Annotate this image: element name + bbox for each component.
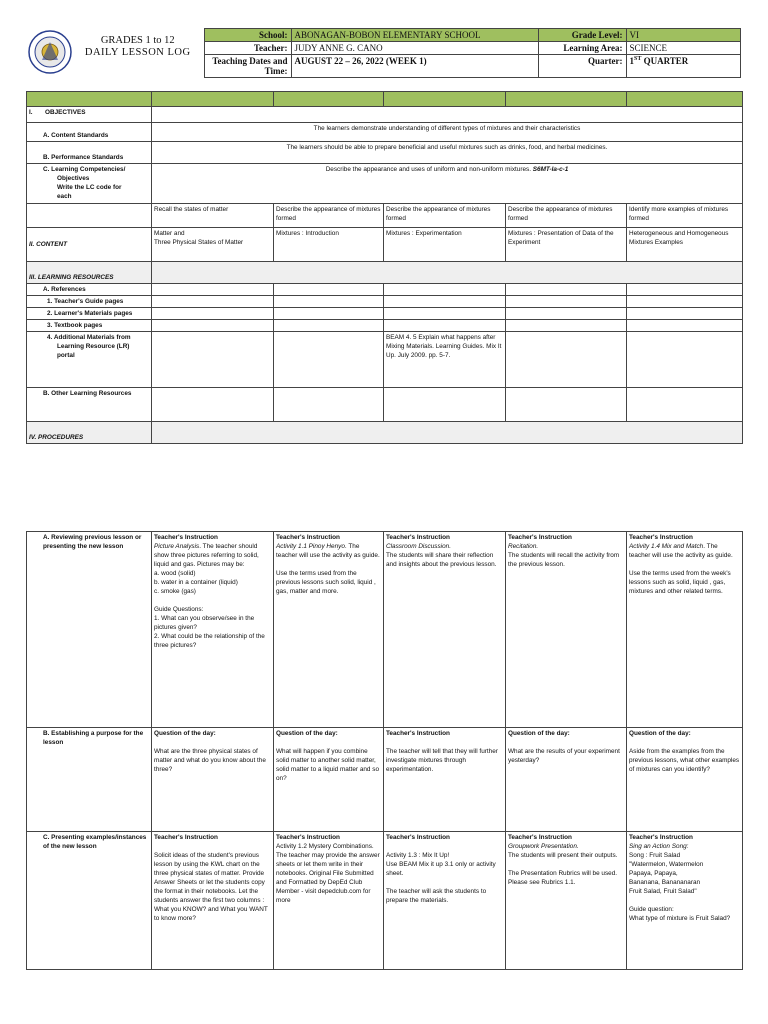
content-day-1: Matter and Three Physical States of Matter (152, 228, 274, 262)
presenting-examples-label: C. Presenting examples/instances of the new lesson (27, 832, 152, 970)
learning-competencies-value: Describe the appearance and uses of uniform and non-uniform mixtures. S6MT-Ia-c-1 (152, 164, 743, 204)
reviewing-day-3: Teacher's Instruction Classroom Discussion. The students will share their reflection and insights about the previous lesson. (384, 532, 506, 728)
teachers-guide-label: 1. Teacher's Guide pages (27, 296, 152, 308)
header-empty-cell (27, 92, 152, 107)
textbook-pages-label: 3. Textbook pages (27, 320, 152, 332)
teacher-value: JUDY ANNE G. CANO (291, 42, 538, 55)
daily-objective-1: Recall the states of matter (152, 204, 274, 228)
objectives-cell (152, 107, 743, 123)
other-resources-label: B. Other Learning Resources (27, 388, 152, 422)
content-label: II. CONTENT (27, 228, 152, 262)
performance-standards-label: B. Performance Standards (27, 142, 152, 164)
reviewing-day-5: Teacher's Instruction Activity 1.4 Mix and Match. The teacher will use the activity as guide. Use the terms used from the week's lessons such as solid, liquid , gas, mixtures and other related terms. (627, 532, 743, 728)
area-label: Learning Area: (538, 42, 626, 55)
title-line-1: GRADES 1 to 12 (100, 34, 175, 46)
daily-objectives-label-cell (27, 204, 152, 228)
purpose-day-5: Question of the day: Aside from the examples from the previous lessons, what other examples of mixtures can you identify? (627, 728, 743, 832)
purpose-day-4: Question of the day: What are the results of your experiment yesterday? (506, 728, 627, 832)
header-empty-cell (384, 92, 506, 107)
daily-objective-4: Describe the appearance of mixtures formed (506, 204, 627, 228)
header-title-cell (22, 29, 204, 78)
school-value: ABONAGAN-BOBON ELEMENTARY SCHOOL (291, 29, 538, 42)
content-day-2: Mixtures : Introduction (274, 228, 384, 262)
grade-value: VI (626, 29, 740, 42)
reviewing-day-2: Teacher's Instruction Activity 1.1 Pinoy Henyo. The teacher will use the activity as guide. Use the terms used from the previous lessons such solid, liquid , gas, matter and more. (274, 532, 384, 728)
daily-objective-2: Describe the appearance of mixtures formed (274, 204, 384, 228)
header-empty-cell (274, 92, 384, 107)
header-empty-cell (152, 92, 274, 107)
grade-label: Grade Level: (538, 29, 626, 42)
teacher-label: Teacher: (204, 42, 291, 55)
objectives-label: I. OBJECTIVES (27, 107, 152, 123)
header-empty-cell (506, 92, 627, 107)
learning-competencies-label: C. Learning Competencies/ Objectives Write the LC code for each (27, 164, 152, 204)
additional-materials-label: 4. Additional Materials from Learning Resource (LR) portal (27, 332, 152, 388)
references-label: A. References (27, 284, 152, 296)
content-standards-value: The learners demonstrate understanding of different types of mixtures and their characteristics (152, 123, 743, 142)
dates-label: Teaching Dates and Time: (204, 55, 291, 78)
reviewing-day-4: Teacher's Instruction Recitation. The students will recall the activity from the previous lesson. (506, 532, 627, 728)
header-table (22, 28, 741, 78)
daily-objective-3: Describe the appearance of mixtures formed (384, 204, 506, 228)
examples-day-3: Teacher's Instruction Activity 1.3 : Mix It Up! Use BEAM Mix it up 3.1 only or activity sheet. The teacher will ask the students to prepare the materials. (384, 832, 506, 970)
learning-resources-cell (152, 262, 743, 284)
lesson-table-procedures (26, 531, 743, 970)
content-day-5: Heterogeneous and Homogeneous Mixtures Examples (627, 228, 743, 262)
purpose-day-1: Question of the day: What are the three physical states of matter and what do you know about the three? (152, 728, 274, 832)
examples-day-5: Teacher's Instruction Sing an Action Song: Song : Fruit Salad "Watermelon, Watermelon Papaya, Papaya, Bananana, Banananaran Fruit Salad, Fruit Salad" Guide question: What type of mixture is Fruit Salad? (627, 832, 743, 970)
establishing-purpose-label: B. Establishing a purpose for the lesson (27, 728, 152, 832)
header-empty-cell (627, 92, 743, 107)
title-line-2: DAILY LESSON LOG (84, 46, 191, 58)
daily-objective-5: Identify more examples of mixtures formed (627, 204, 743, 228)
purpose-day-3: Teacher's Instruction The teacher will tell that they will further investigate mixtures through experimentation. (384, 728, 506, 832)
quarter-value: 1ST QUARTER (626, 55, 740, 78)
examples-day-2: Teacher's Instruction Activity 1.2 Mystery Combinations. The teacher may provide the answer sheets or let them write in their notebooks. Original File Submitted and Formatted by DepEd Club Member - visit depedclub.com for more (274, 832, 384, 970)
purpose-day-2: Question of the day: What will happen if you combine solid matter to another solid matter, solid matter to a liquid matter and so on? (274, 728, 384, 832)
dates-value: AUGUST 22 – 26, 2022 (WEEK 1) (291, 55, 538, 78)
area-value: SCIENCE (626, 42, 740, 55)
examples-day-1: Teacher's Instruction Solicit ideas of the student's previous lesson by using the KWL chart on the three physical states of matter. Provide Answer Sheets or let the students copy the format in their notebooks. Let the students answer the first two columns : What you KNOW? and What you WANT to know more? (152, 832, 274, 970)
procedures-label: IV. PROCEDURES (27, 422, 152, 444)
additional-materials-day-3: BEAM 4. 5 Explain what happens after Mixing Materials. Learning Guides. Mix It Up. July 2009. pp. 5-7. (384, 332, 506, 388)
quarter-label: Quarter: (538, 55, 626, 78)
learning-resources-label: III. LEARNING RESOURCES (27, 262, 152, 284)
content-day-4: Mixtures : Presentation of Data of the Experiment (506, 228, 627, 262)
lesson-table-objectives (26, 91, 743, 444)
procedures-cell (152, 422, 743, 444)
learners-materials-label: 2. Learner's Materials pages (27, 308, 152, 320)
reviewing-day-1: Teacher's Instruction Picture Analysis. The teacher should show three pictures referring to solid, liquid and gas. Pictures may be: a. wood (solid) b. water in a container (liquid) c. smoke (gas) Guide Questions: 1. What can you observe/see in the pictures given? 2. What could be the relationship of the three pictures? (152, 532, 274, 728)
content-day-3: Mixtures : Experimentation (384, 228, 506, 262)
content-standards-label: A. Content Standards (27, 123, 152, 142)
examples-day-4: Teacher's Instruction Groupwork Presentation. The students will present their outputs. The Presentation Rubrics will be used. Please see Rubrics 1.1. (506, 832, 627, 970)
reviewing-lesson-label: A. Reviewing previous lesson or presenting the new lesson (27, 532, 152, 728)
performance-standards-value: The learners should be able to prepare beneficial and useful mixtures such as drinks, food, and herbal medicines. (152, 142, 743, 164)
school-label: School: (204, 29, 291, 42)
